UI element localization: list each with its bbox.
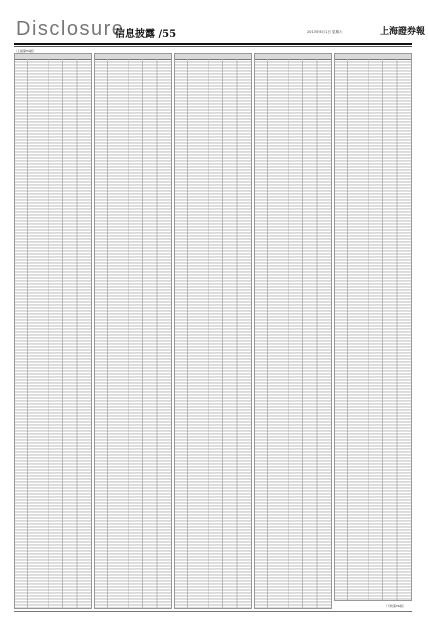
section-title: 信息披露 /55 — [115, 29, 177, 40]
disclosure-tables — [14, 49, 412, 611]
newspaper-logo: 上海證券報 — [380, 27, 426, 37]
continued-footer: （下转第56版） — [384, 604, 406, 608]
brand-title: Disclosure — [16, 18, 125, 40]
footer-rule — [14, 611, 412, 612]
masthead — [0, 0, 428, 44]
table-column-4 — [254, 53, 332, 609]
table-column-3 — [174, 53, 252, 609]
header-rule-thin — [14, 46, 412, 47]
issue-date: 2013年6月1日 星期六 — [307, 30, 343, 34]
header-rule — [14, 43, 412, 45]
table-rows — [255, 59, 331, 608]
continued-note: （上接第54版） — [14, 49, 36, 53]
table-rows — [95, 59, 171, 608]
table-rows — [175, 59, 251, 608]
table-column-1 — [14, 53, 92, 609]
table-column-2 — [94, 53, 172, 609]
table-rows — [15, 59, 91, 608]
table-column-5 — [334, 53, 412, 601]
table-rows — [335, 59, 411, 600]
